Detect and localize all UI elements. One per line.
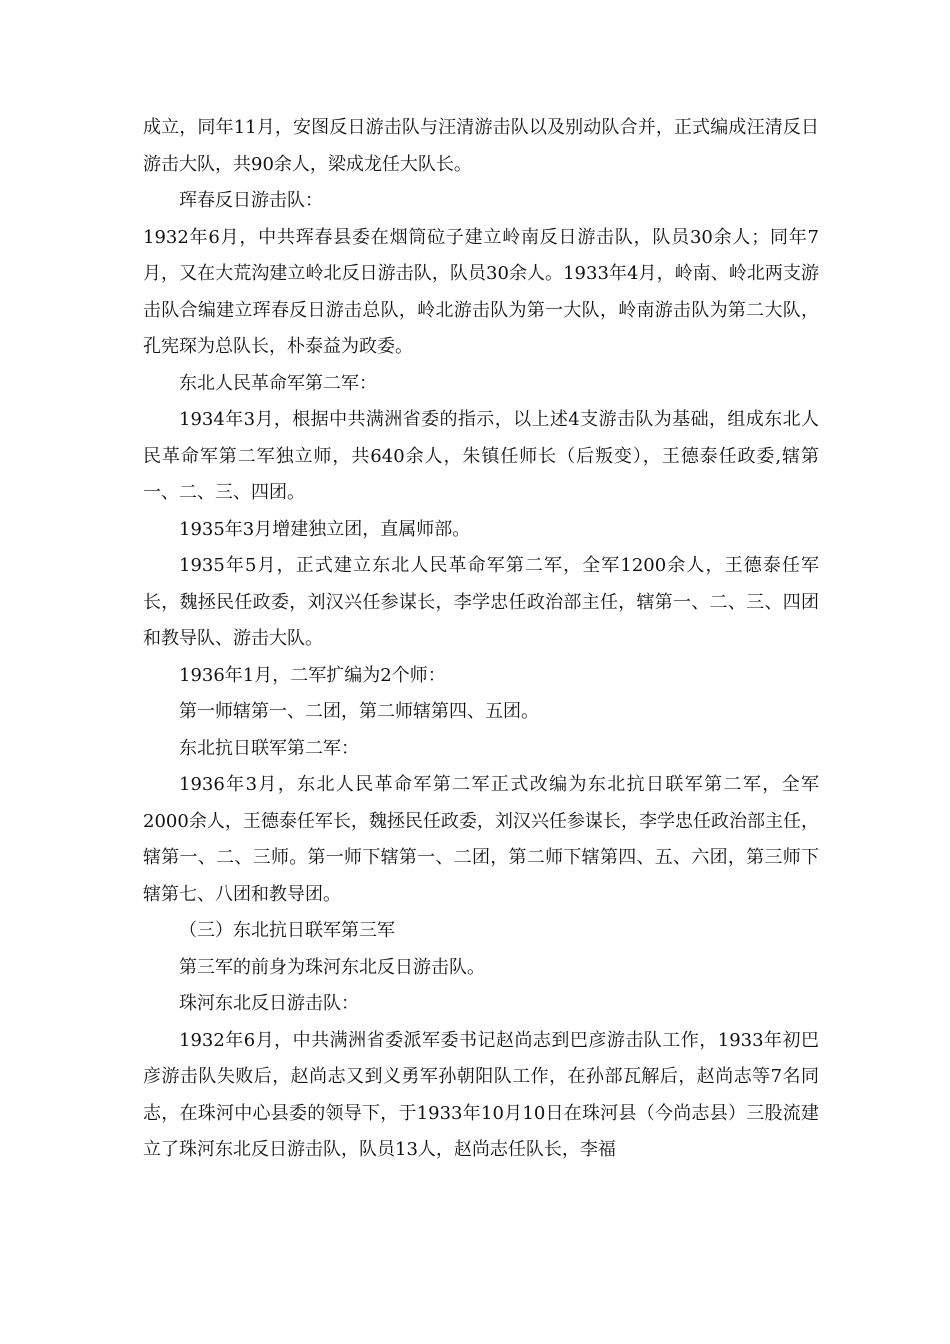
heading-hunchun-guerrilla: 珲春反日游击队： [179, 190, 323, 211]
section-heading-3rd-army: （三）东北抗日联军第三军 [179, 920, 395, 941]
heading-zhuhe-guerrilla: 珠河东北反日游击队： [179, 993, 359, 1014]
paragraph-7: 1935年5月，正式建立东北人民革命军第二军，全军1200余人，王德泰任军长，魏拯民任政委，刘汉兴任参谋长，李学忠任政治部主任，辖第一、二、三、四团和教导队、游击大队。 [143, 555, 819, 649]
paragraph-6: 1935年3月增建独立团，直属师部。 [179, 518, 471, 540]
document-body [143, 110, 819, 1169]
paragraph-13: 第三军的前身为珠河东北反日游击队。 [179, 956, 485, 978]
heading-anti-japanese-allied-army-2nd: 东北抗日联军第二军： [179, 737, 359, 759]
paragraph-11: 1936年3月，东北人民革命军第二军正式改编为东北抗日联军第二军，全军2000余人，王德泰任军长，魏拯民任政委，刘汉兴任参谋长，李学忠任政治部主任，辖第一、二、三师。第一师下辖第一、二团，第二师下辖第四、五、六团，第三师下辖第七、八团和教导团。 [143, 774, 819, 905]
paragraph-8: 1936年1月，二军扩编为2个师： [179, 664, 446, 686]
paragraph-9: 第一师辖第一、二团，第二师辖第四、五团。 [179, 701, 539, 722]
heading-people-revolutionary-army-2nd: 东北人民革命军第二军： [179, 372, 377, 394]
paragraph-5: 1934年3月，根据中共满洲省委的指示，以上述4支游击队为基础，组成东北人民革命军第二军独立师，共640余人，朱镇任师长（后叛变），王德泰任政委,辖第一、二、三、四团。 [143, 409, 819, 503]
paragraph-1: 成立，同年11月，安图反日游击队与汪清游击队以及别动队合并，正式编成汪清反日游击大队，共90余人，梁成龙任大队长。 [143, 117, 819, 175]
paragraph-3: 1932年6月，中共珲春县委在烟筒砬子建立岭南反日游击队，队员30余人；同年7月，又在大荒沟建立岭北反日游击队，队员30余人。1933年4月，岭南、岭北两支游击队合编建立珲春反日游击总队，岭北游击队为第一大队，岭南游击队为第二大队，孔宪琛为总队长，朴泰益为政委。 [143, 226, 819, 357]
paragraph-15: 1932年6月，中共满洲省委派军委书记赵尚志到巴彦游击队工作，1933年初巴彦游击队失败后，赵尚志又到义勇军孙朝阳队工作，在孙部瓦解后，赵尚志等7名同志，在珠河中心县委的领导下，于1933年10月10日在珠河县（今尚志县）三股流建立了珠河东北反日游击队，队员13人，赵尚志任队长，李福 [143, 1029, 819, 1160]
